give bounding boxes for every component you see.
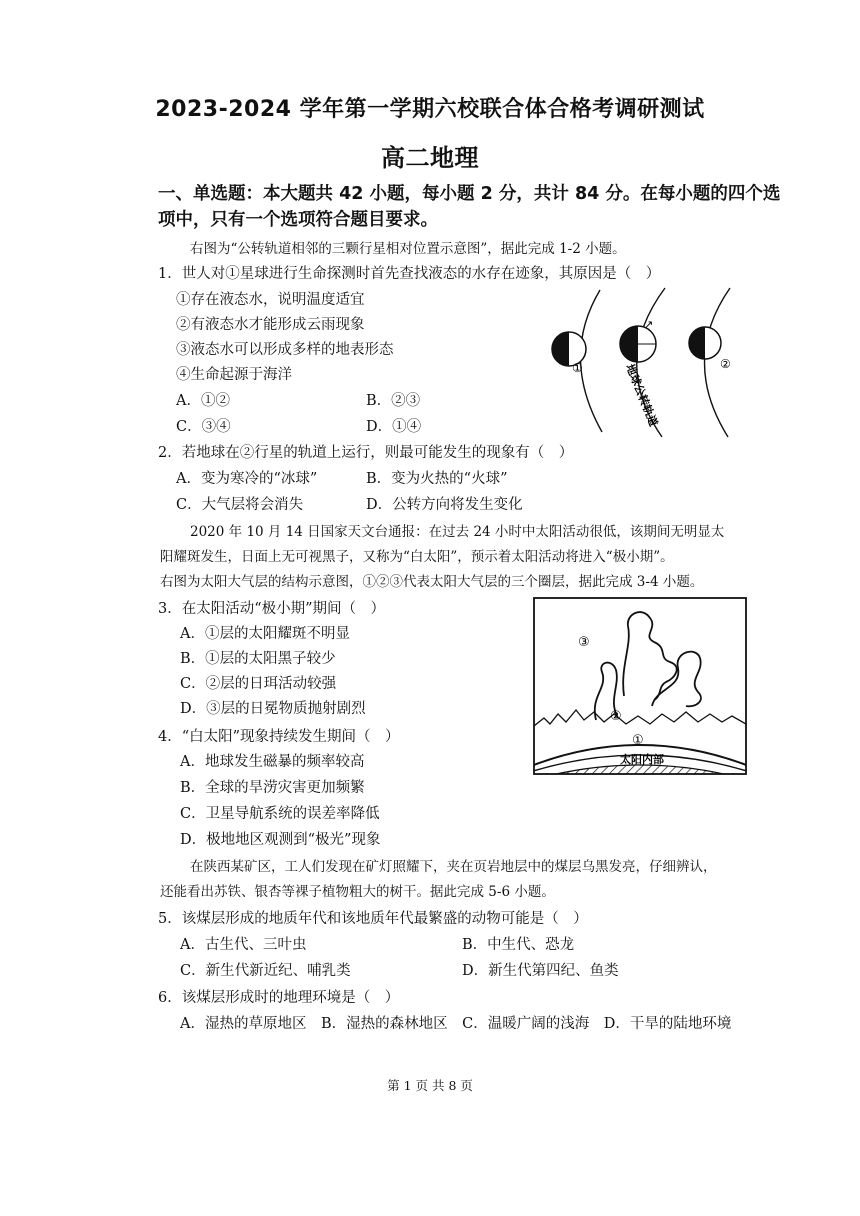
q2-option-c[interactable]: C．大气层将会消失	[176, 497, 304, 513]
intro-q5-6-line2: 还能看出苏铁、银杏等裸子植物粗大的树干。据此完成 5-6 小题。	[160, 884, 555, 900]
earth-orbit-label: 地球公转轨道	[623, 362, 660, 429]
rotation-arrow-icon: ↗	[644, 318, 654, 331]
layer-1-label: ①	[632, 733, 644, 748]
q6-options[interactable]: A．湿热的草原地区 B．湿热的森林地区 C．温暖广阔的浅海 D．干旱的陆地环境	[180, 1016, 732, 1032]
q1-item-4: ④生命起源于海洋	[176, 367, 292, 383]
intro-q3-4-line1: 2020 年 10 月 14 日国家天文台通报：在过去 24 小时中太阳活动很低，该期间无明显太	[190, 524, 725, 540]
q3-option-d[interactable]: D．③层的日冕物质抛射剧烈	[180, 701, 366, 717]
q2-stem: 2．若地球在②行星的轨道上运行，则最可能发生的现象有（ ）	[158, 445, 574, 461]
q2-option-d[interactable]: D．公转方向将发生变化	[366, 497, 523, 513]
sun-atmosphere-figure	[532, 596, 748, 776]
intro-q3-4-line3: 右图为太阳大气层的结构示意图，①②③代表太阳大气层的三个圈层，据此完成 3-4 小题。	[160, 574, 704, 590]
q1-stem: 1．世人对①星球进行生命探测时首先查找液态的水存在迹象，其原因是（ ）	[158, 266, 661, 282]
q1-item-3: ③液态水可以形成多样的地表形态	[176, 342, 394, 358]
q1-option-a[interactable]: A．①②	[176, 393, 230, 409]
section-heading-line1: 一、单选题：本大题共 42 小题，每小题 2 分，共计 84 分。在每小题的四个选	[158, 184, 781, 204]
q4-stem: 4．“白太阳”现象持续发生期间（ ）	[158, 729, 400, 745]
q5-option-c[interactable]: C．新生代新近纪、哺乳类	[180, 963, 351, 979]
planet-1-label: ①	[572, 361, 583, 375]
q1-option-c[interactable]: C．③④	[176, 419, 231, 435]
q3-option-c[interactable]: C．②层的日珥活动较强	[180, 676, 337, 692]
q5-stem: 5．该煤层形成的地质年代和该地质年代最繁盛的动物可能是（ ）	[158, 911, 588, 927]
intro-q1-2: 右图为“公转轨道相邻的三颗行星相对位置示意图”，据此完成 1-2 小题。	[190, 241, 626, 257]
q3-stem: 3．在太阳活动“极小期”期间（ ）	[158, 601, 386, 617]
q5-option-a[interactable]: A．古生代、三叶虫	[180, 937, 307, 953]
planet-2-label: ②	[720, 357, 731, 371]
q2-option-a[interactable]: A．变为寒冷的“冰球”	[176, 471, 318, 487]
orbit-line-1	[580, 290, 602, 432]
intro-q5-6-line1: 在陕西某矿区，工人们发现在矿灯照耀下，夹在页岩地层中的煤层乌黑发亮，仔细辨认，	[190, 859, 717, 875]
q4-option-d[interactable]: D．极地地区观测到“极光”现象	[180, 832, 381, 848]
page-footer: 第 1 页 共 8 页	[387, 1078, 473, 1093]
intro-q3-4-line2: 阳耀斑发生，日面上无可视黑子，又称为“白太阳”，预示着太阳活动将进入“极小期”。	[160, 549, 674, 565]
q1-item-1: ①存在液态水，说明温度适宜	[176, 292, 365, 308]
q3-option-b[interactable]: B．①层的太阳黑子较少	[180, 651, 336, 667]
exam-title: 2023-2024 学年第一学期六校联合体合格考调研测试	[155, 97, 705, 122]
q4-option-c[interactable]: C．卫星导航系统的误差率降低	[180, 806, 380, 822]
planet-2	[689, 327, 721, 359]
q1-item-2: ②有液态水才能形成云雨现象	[176, 317, 365, 333]
q4-option-b[interactable]: B．全球的旱涝灾害更加频繁	[180, 780, 365, 796]
q3-option-a[interactable]: A．①层的太阳耀斑不明显	[180, 626, 350, 642]
q4-option-a[interactable]: A．地球发生磁暴的频率较高	[180, 754, 365, 770]
q5-option-b[interactable]: B．中生代、恐龙	[462, 937, 575, 953]
layer-3-label: ③	[578, 635, 590, 650]
subject-title: 高二地理	[381, 144, 479, 172]
q1-option-b[interactable]: B．②③	[366, 393, 421, 409]
q1-option-d[interactable]: D．①④	[366, 419, 422, 435]
planets-orbit-figure	[540, 282, 770, 442]
q2-option-b[interactable]: B．变为火热的“火球”	[366, 471, 508, 487]
q5-option-d[interactable]: D．新生代第四纪、鱼类	[462, 963, 619, 979]
q6-stem: 6．该煤层形成时的地理环境是（ ）	[158, 990, 400, 1006]
planet-earth	[620, 326, 656, 362]
section-heading-line2: 项中，只有一个选项符合题目要求。	[158, 210, 438, 230]
layer-2-label: ②	[610, 709, 622, 724]
solar-interior-label: 太阳内部	[620, 753, 664, 766]
